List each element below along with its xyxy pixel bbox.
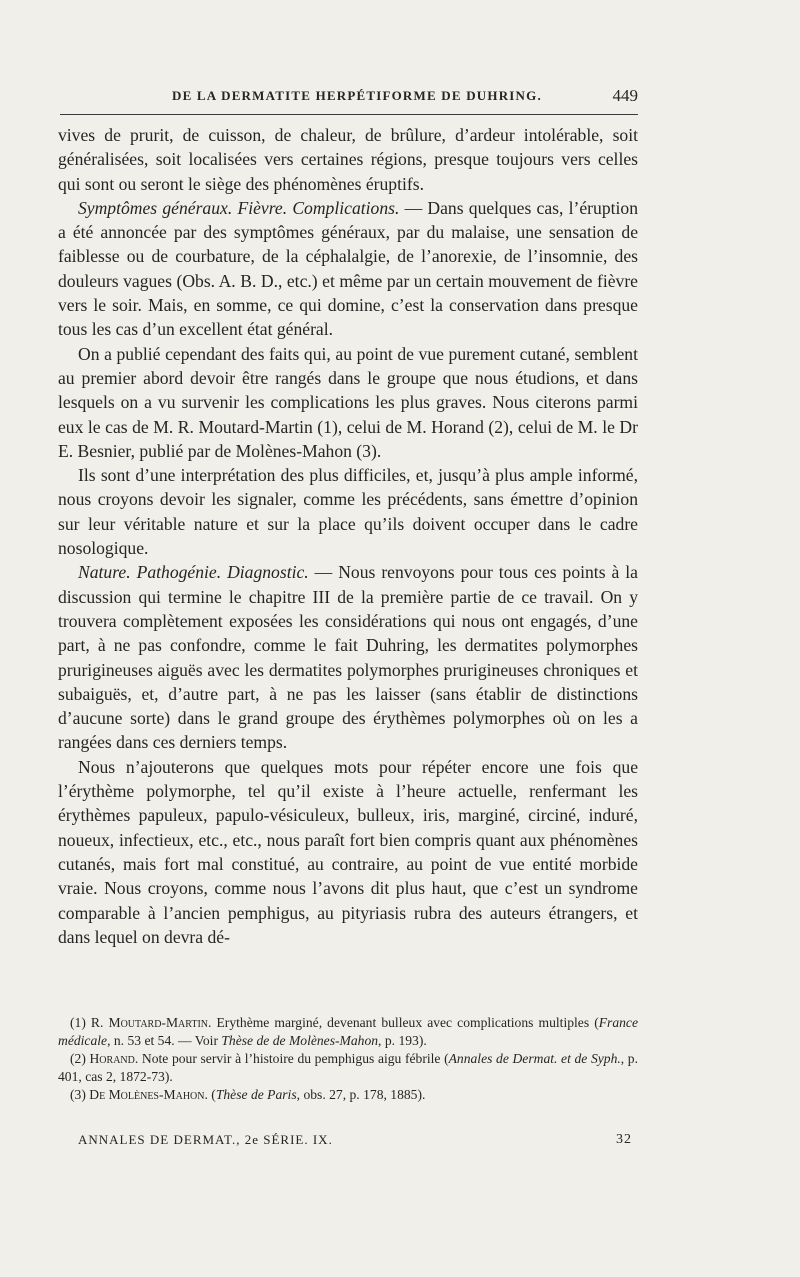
paragraph-text: — Nous renvoyons pour tous ces points à la discussion qui termine le chapitre III de la première partie de ce travail. On y trouvera complètement exposées les considérations qui nous ont engagés, d’une part, à ne pas confondre, comme le fait Duhring, les dermatites polymorphes prurigineuses aiguës avec les dermatites polymorphes prurigineuses chroniques et subaiguës, et, d’autre part, à ne pas les laisser (sans établir de distinctions d’aucune sorte) dans le grand groupe des érythèmes polymorphes où on les a rangées dans ces derniers temps. [58,562,638,753]
body-text [58,123,638,949]
footnote-text: ( [207,1087,216,1103]
section-heading: Nature. Pathogénie. Diagnostic. [78,562,309,583]
footnote-author: Horand. [89,1051,139,1067]
footnote-thesis: Thèse de de Molènes-Mahon [221,1032,379,1048]
footnote-mark: (2) [70,1051,90,1067]
footnote-author: Moutard-Martin. [108,1015,212,1030]
footnote [58,1050,638,1085]
footnote-text: Note pour servir à l’histoire du pemphigus aigu fébrile ( [138,1051,449,1067]
footnote-journal: France médicale [58,1015,638,1048]
footnote-thesis: Thèse de Paris [215,1087,297,1103]
footnotes [58,1014,638,1105]
page-footer [78,1132,638,1148]
footnote-text: , p. 401, cas 2, 1872-73). [58,1051,639,1084]
footnote-author: De Molènes-Mahon. [89,1087,208,1103]
footnote-text: , p. 193). [378,1032,427,1048]
paragraph: Nous n’ajouterons que quelques mots pour répéter encore une fois que l’érythème polymorphe, tel qu’il existe à l’heure actuelle, renfermant les érythèmes papuleux, papulo-vésiculeux, bulleux, iris, marginé, circiné, induré, noueux, infectieux, etc., etc., nous paraît fort bien compris quant aux phénomènes cutanés, mais fort mal constitué, au contraire, au point de vue entité morbide vraie. Nous croyons, comme nous l’avons dit plus haut, que c’est un syndrome comparable à l’ancien pemphigus, au pityriasis rubra des auteurs étrangers, et dans lequel on devra dé- [58,756,638,947]
footnote [58,1014,638,1049]
paragraph [58,196,638,342]
footnote-mark: (1) R. [70,1015,109,1030]
header-rule [60,114,638,115]
footnote [58,1086,638,1104]
paragraph [58,560,638,754]
footnote-journal: Annales de Dermat. et de Syph. [448,1051,621,1067]
paragraph-text: — Dans quelques cas, l’éruption a été annoncée par des symptômes généraux, par du malaise, une sensation de faiblesse ou de courbature, de la céphalalgie, de l’anorexie, de l’insomnie, des douleurs vagues (Obs. A. B. D., etc.) et même par un certain mouvement de fièvre vers le soir. Mais, en somme, ce qui domine, c’est la conservation dans presque tous les cas d’un excellent état général. [58,197,638,340]
journal-line: ANNALES DE DERMAT., 2e SÉRIE. IX. [78,1132,333,1147]
paragraph: On a publié cependant des faits qui, au point de vue purement cutané, semblent au premier abord devoir être rangés dans le groupe que nous étudions, et dans lesquels on a vu survenir les complications les plus graves. Nous citerons parmi eux le cas de M. R. Moutard-Martin (1), celui de M. Horand (2), celui de M. le Dr E. Besnier, publié par de Molènes-Mahon (3). [58,343,638,461]
page-number: 449 [612,86,638,105]
paragraph: vives de prurit, de cuisson, de chaleur, de brûlure, d’ardeur intolérable, soit généralisées, soit localisées vers certaines régions, presque toujours vers celles qui sont ou seront le siège des phénomènes éruptifs. [58,125,638,194]
paragraph: Ils sont d’une interprétation des plus difficiles, et, jusqu’à plus ample informé, nous croyons devoir les signaler, comme les précédents, sans émettre d’opinion sur leur véritable nature et sur la place qu’ils doivent occuper dans le cadre nosologique. [58,465,638,559]
footnote-text: , n. 53 et 54. — Voir [107,1032,222,1048]
section-heading: Symptômes généraux. Fièvre. Complications. [78,197,400,218]
signature-mark: 32 [616,1132,632,1147]
running-title: DE LA DERMATITE HERPÉTIFORME DE DUHRING. [172,88,542,103]
footnote-text: Erythème marginé, devenant bulleux avec complications multiples ( [211,1015,599,1030]
footnote-mark: (3) [70,1087,90,1103]
footnote-text: , obs. 27, p. 178, 1885). [296,1087,426,1103]
